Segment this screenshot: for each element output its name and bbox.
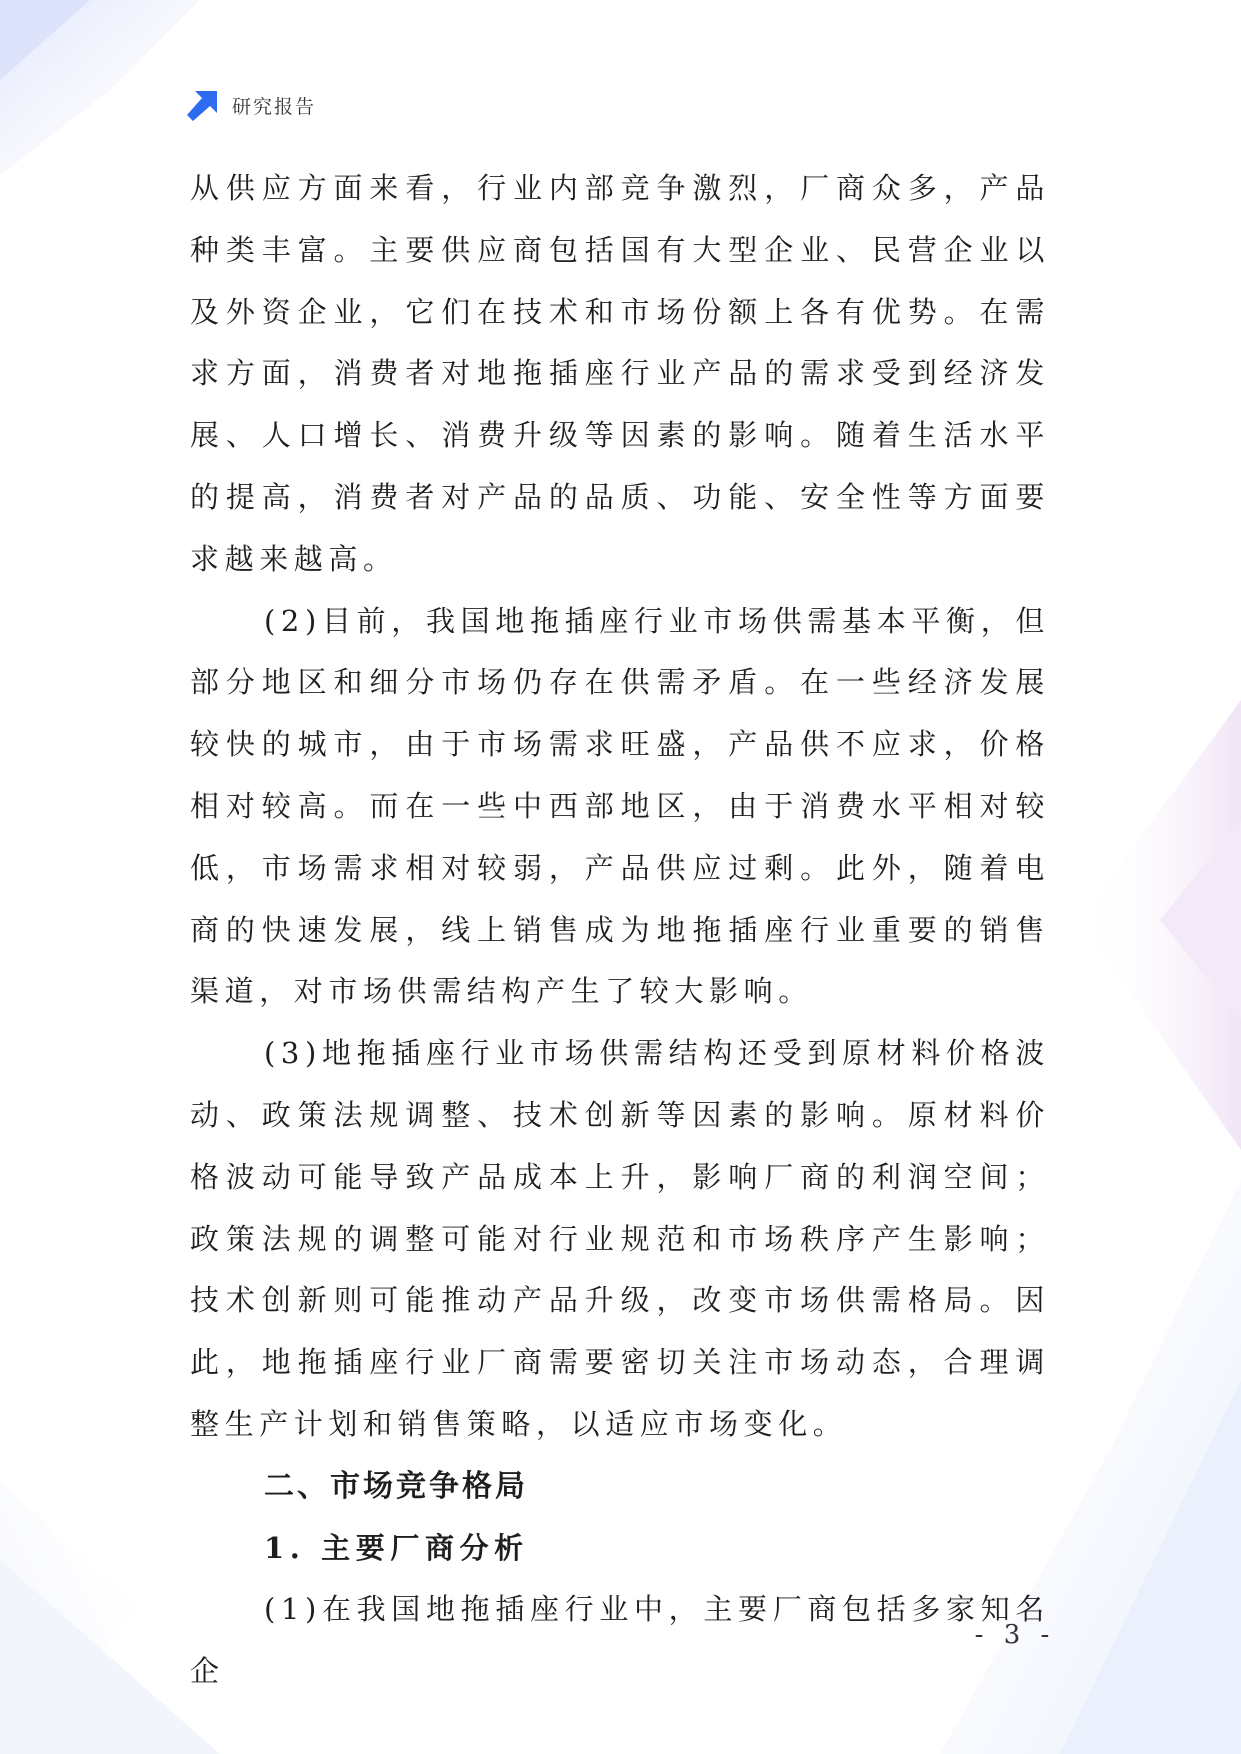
paragraph-point-3: (3)地拖插座行业市场供需结构还受到原材料价格波动、政策法规调整、技术创新等因素的影响。原材料价格波动可能导致产品成本上升，影响厂商的利润空间；政策法规的调整可能对行业规范和市场秩序产生影响；技术创新则可能推动产品升级，改变市场供需格局。因此，地拖插座行业厂商需要密切关注市场动态，合理调整生产计划和销售策略，以适应市场变化。 [190, 1036, 1050, 1441]
paragraph-manufacturers: (1)在我国地拖插座行业中，主要厂商包括多家知名企 [190, 1592, 1050, 1689]
document-body [190, 158, 1050, 1703]
subsection-heading: 1. 主要厂商分析 [264, 1530, 529, 1565]
paragraph-point-2: (2)目前，我国地拖插座行业市场供需基本平衡，但部分地区和细分市场仍存在供需矛盾。在一些经济发展较快的城市，由于市场需求旺盛，产品供不应求，价格相对较高。而在一些中西部地区，由于消费水平相对较低，市场需求相对较弱，产品供应过剩。此外，随着电商的快速发展，线上销售成为地拖插座行业重要的销售渠道，对市场供需结构产生了较大影响。 [190, 603, 1050, 1009]
page-number: - 3 - [974, 1620, 1056, 1650]
paragraph-supply-demand-overview: 从供应方面来看，行业内部竞争激烈，厂商众多，产品种类丰富。主要供应商包括国有大型企业、民营企业以及外资企业，它们在技术和市场份额上各有优势。在需求方面，消费者对地拖插座行业产品的需求受到经济发展、人口增长、消费升级等因素的影响。随着生活水平的提高，消费者对产品的品质、功能、安全性等方面要求越来越高。 [190, 171, 1050, 576]
section-heading: 二、市场竞争格局 [264, 1468, 528, 1504]
arrow-up-right-icon [186, 88, 220, 122]
header-title: 研究报告 [232, 95, 317, 118]
page-header [186, 88, 316, 122]
